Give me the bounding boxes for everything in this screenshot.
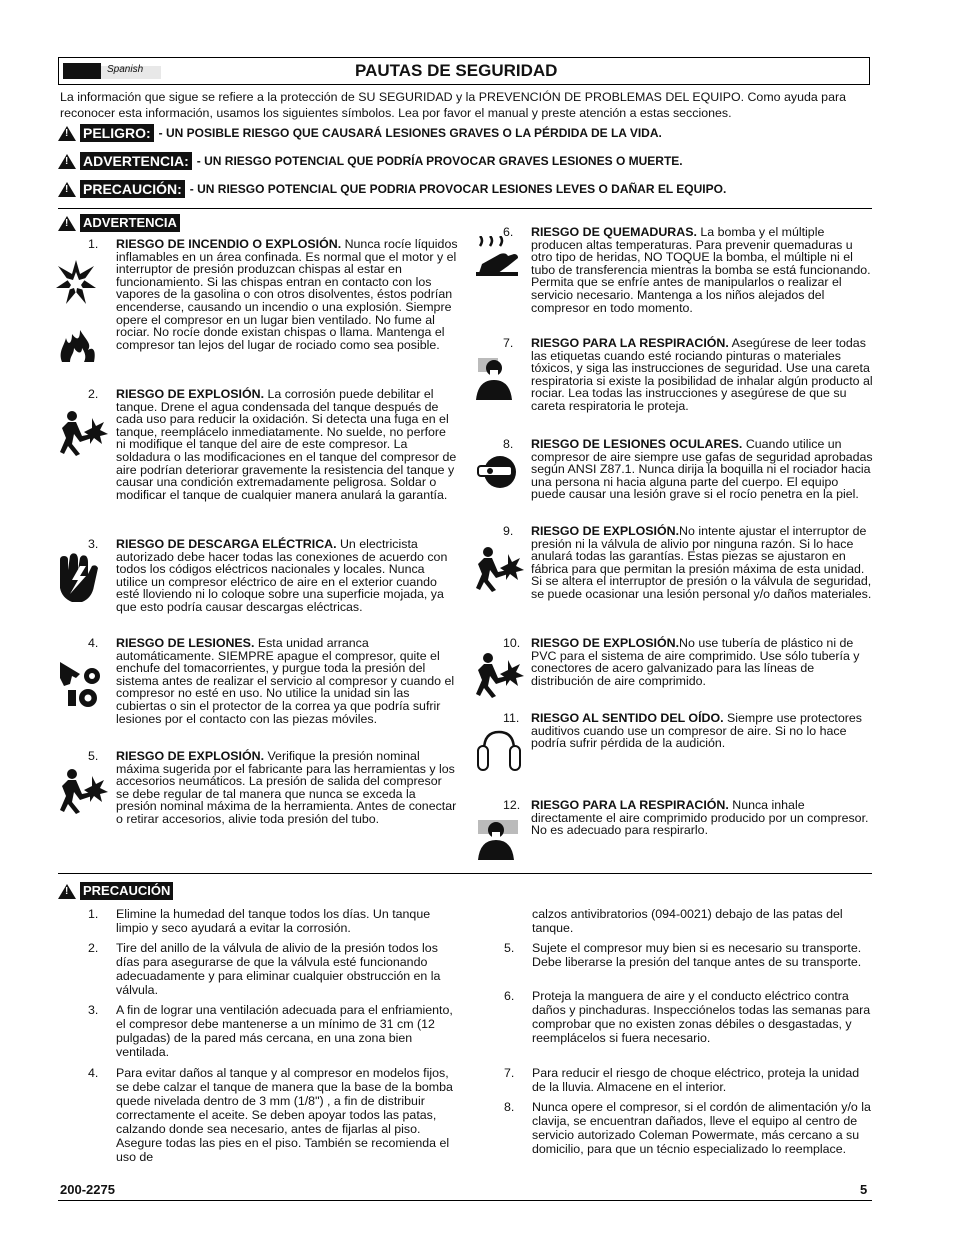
doc-number: 200-2275 — [60, 1182, 115, 1197]
signal-tag: PRECAUCIÓN: — [80, 180, 185, 198]
warning-section-header — [58, 214, 185, 232]
caution-item: 1. Elimine la humedad del tanque todos los días. Un tanque limpio y seco ayudará a evitar la corrosión. — [88, 907, 431, 935]
warning-item: 4. RIESGO DE LESIONES. Esta unidad arranca automáticamente. SIEMPRE apague el compresor, quite el enchufe del tomacorrientes, y purgue toda la presión del sistema antes de realizar el servicio al compresor y cuando el compresor no esté en uso. No utilice la unidad sin las cubiertas o sin el protector de la correa ya que podría sufrir lesiones por el contacto con las piezas móviles. — [88, 636, 455, 726]
signal-danger — [58, 124, 662, 142]
explosion-hazard-icon — [474, 652, 524, 698]
moving-parts-icon — [58, 660, 104, 708]
signal-text: - UN POSIBLE RIESGO QUE CAUSARÁ LESIONES GRAVES O LA PÉRDIDA DE LA VIDA. — [158, 126, 662, 140]
warning-tag: ADVERTENCIA — [80, 214, 180, 232]
signal-warning — [58, 152, 683, 170]
explosion-hazard-icon — [474, 546, 524, 592]
caution-item: 6. Proteja la manguera de aire y el conducto eléctrico contra daños y pinchaduras. Inspecciónelos todas las semanas para comprobar que no existen zonas débiles o desgastadas, y reemplácelos si fuera necesario. — [504, 989, 871, 1045]
warning-item: 1. RIESGO DE INCENDIO O EXPLOSIÓN. Nunca rocíe líquidos inflamables en un área confinada. Es normal que el motor y el interruptor de presión produzcan chispas al estar en funcionamiento. Si las chispas entran en contacto con los vapores de la gasolina o con otros disolventes, éstos podrían encenderse, causando un incendio o una explosión. Siempre opere el compresor en un lugar bien ventilado. No fume al rociar. No rocíe donde existan chispas o llama. Mantenga el compresor tan lejos del lugar de rociado como sea posible. — [88, 237, 458, 352]
divider — [58, 208, 872, 209]
warning-item: 8. RIESGO DE LESIONES OCULARES. Cuando utilice un compresor de aire siempre use gafas de seguridad aprobadas según ANSI Z87.1. Nunca dirija la boquilla ni el rociador hacia una persona ni hacia alguna parte del cuerpo. El equipo puede causar una lesión grave si el rocío penetra en la piel. — [503, 437, 873, 502]
section-header — [58, 57, 870, 85]
warning-item: 7. RIESGO PARA LA RESPIRACIÓN. Asegúrese de leer todas las etiquetas cuando esté rociando pinturas o materiales tóxicos, y siga las instrucciones de seguridad. Use una careta respiratoria si existe la posibilidad de inhalar algún producto al rociar. Lea todas las instrucciones y asegúrese de que su careta respiratoria le proteja. — [503, 336, 873, 413]
explosion-hazard-icon — [58, 410, 108, 456]
caution-tag: PRECAUCIÓN — [80, 882, 173, 900]
electric-shock-icon — [56, 552, 100, 604]
warning-triangle-icon — [58, 126, 76, 141]
explosion-hazard-icon — [58, 768, 108, 814]
respirator-icon — [474, 356, 520, 402]
intro-text: La información que sigue se refiere a la protección de SU SEGURIDAD y la PREVENCIÓN DE PROBLEMAS DEL EQUIPO. Como ayuda para reconocer esta información, usamos los siguientes símbolos. Lea por favor el manual y preste atención a estas secciones. — [60, 90, 846, 120]
warning-triangle-icon — [58, 884, 76, 899]
warning-item: 3. RIESGO DE DESCARGA ELÉCTRICA. Un electricista autorizado debe hacer todas las conexiones de acuerdo con todos los códigos eléctricos nacionales y locales. Nunca utilice un compresor eléctrico de aire en el exterior cuando esté lloviendo ni lo coloque sobre una superficie mojada, ya que esto podría causar descargas eléctricas. — [88, 537, 448, 614]
warning-item: 2. RIESGO DE EXPLOSIÓN. La corrosión puede debilitar el tanque. Drene el agua condensada del tanque después de cada uso para reducir la oxidación. Si detecta una fuga en el tanque, reemplácelo inmediatamente. No suelde, no perfore ni modifique el tanque del aire de este compresor. La soldadura o las modificaciones en el tanque del compresor de aire podrían deteriorar gravemente la resistencia del tanque y causar una condición extremadamente peligrosa. Soldar o modificar el tanque de cualquier manera anulará la garantía. — [88, 387, 457, 502]
caution-item: 7. Para reducir el riesgo de choque eléctrico, proteja la unidad de la lluvia. Almacene en el interior. — [504, 1066, 860, 1094]
signal-tag: PELIGRO: — [80, 124, 154, 142]
warning-item: 12. RIESGO PARA LA RESPIRACIÓN. Nunca inhale directamente el aire comprimido producido por un compresor. No es adecuado para respirarlo. — [503, 798, 869, 838]
caution-item: 5. Sujete el compresor muy bien si es necesario su transporte. Debe liberarse la presión del tanque antes de su transporte. — [504, 941, 862, 969]
hot-surface-icon — [474, 236, 520, 282]
footer-divider — [58, 1200, 872, 1201]
warning-item: 5. RIESGO DE EXPLOSIÓN. Verifique la presión nominal máxima sugerida por el fabricante para las herramientas y los accesorios neumáticos. La presión de salida del compresor se debe regular de tal manera que nunca se exceda la presión nominal máxima de la herramienta. Antes de conectar o retirar accesorios, alivie toda presión del tubo. — [88, 749, 457, 826]
fire-icon — [58, 328, 98, 364]
caution-item: calzos antivibratorios (094-0021) debajo de las patas del tanque. — [532, 907, 843, 935]
caution-item: 3. A fin de lograr una ventilación adecuada para el enfriamiento, el compresor debe mantenerse a un mínimo de 31 cm (12 pulgadas) de la pared más cercana, en una zona bien ventilada. — [88, 1003, 453, 1059]
caution-item: 4. Para evitar daños al tanque y al compresor en modelos fijos, se debe calzar el tanque de manera que la base de la bomba quede nivelada dentro de 3 mm (1/8") , a fin de distribuir correctamente el aceite. Se deben apoyar todos las patas, calzando donde sea necesario, antes de fijarlas al piso. Asegure todas las pies en el piso. También se recomienda el uso de — [88, 1066, 453, 1164]
warning-item: 9. RIESGO DE EXPLOSIÓN.No intente ajustar el interruptor de presión ni la válvula de alivio por ninguna razón. Si lo hace anulará todas las garantías. Estas piezas se ajustaron en fábrica para que permitan la presión máxima de esta unidad. Si se altera el interruptor de presión o la válvula de seguridad, se puede ocasionar una lesión personal y/o daños materiales. — [503, 524, 872, 601]
caution-section-header — [58, 882, 178, 900]
warning-triangle-icon — [58, 182, 76, 197]
signal-text: - UN RIESGO POTENCIAL QUE PODRÍA PROVOCAR GRAVES LESIONES O MUERTE. — [196, 154, 683, 168]
explosion-icon — [56, 258, 96, 306]
language-tab — [63, 63, 161, 79]
caution-item: 2. Tire del anillo de la válvula de alivio de la presión todos los días para asegurarse de que la válvula esté funcionando adecuadamente y para eliminar cualquier obstrucción en la válvula. — [88, 941, 441, 997]
language-label: Spanish — [107, 64, 144, 75]
page-number: 5 — [860, 1182, 868, 1197]
signal-text: - UN RIESGO POTENCIAL QUE PODRIA PROVOCAR LESIONES LEVES O DAÑAR EL EQUIPO. — [189, 182, 727, 196]
warning-triangle-icon — [58, 154, 76, 169]
warning-item: 10. RIESGO DE EXPLOSIÓN.No use tubería de plástico ni de PVC para el sistema de aire comprimido. Use sólo tubería y conectores de acero galvanizado para las líneas de distribución de aire comprimido. — [503, 636, 860, 688]
warning-triangle-icon — [58, 216, 76, 231]
warning-item: 11. RIESGO AL SENTIDO DEL OÍDO. Siempre use protectores auditivos cuando use un compresor de aire. Si no lo hace podría sufrir pérdida de la audición. — [503, 711, 862, 751]
page-title: PAUTAS DE SEGURIDAD — [355, 61, 558, 80]
warning-item: 6. RIESGO DE QUEMADURAS. La bomba y el múltiple producen altas temperaturas. Para prevenir quemaduras u otro tipo de heridas, NO TOQUE la bomba, el múltiple ni el tubo de transferencia mientras la bomba se está funcionando. Permita que se enfríe antes de manipularlos o realizar el servicio necesario. Mantenga a los niños alejados del compresor en todo momento. — [503, 225, 871, 315]
signal-tag: ADVERTENCIA: — [80, 152, 192, 170]
signal-caution — [58, 180, 726, 198]
caution-item: 8. Nunca opere el compresor, si el cordón de alimentación y/o la clavija, se encuentran dañados, lleve el equipo al centro de servicio autorizado Coleman Powermate, más cercano a su domicilio, para que un técnio especializado lo reemplace. — [504, 1100, 871, 1156]
divider — [58, 873, 872, 874]
hearing-protection-icon — [476, 730, 522, 774]
eye-protection-icon — [476, 456, 520, 490]
respirator-icon — [474, 818, 520, 862]
